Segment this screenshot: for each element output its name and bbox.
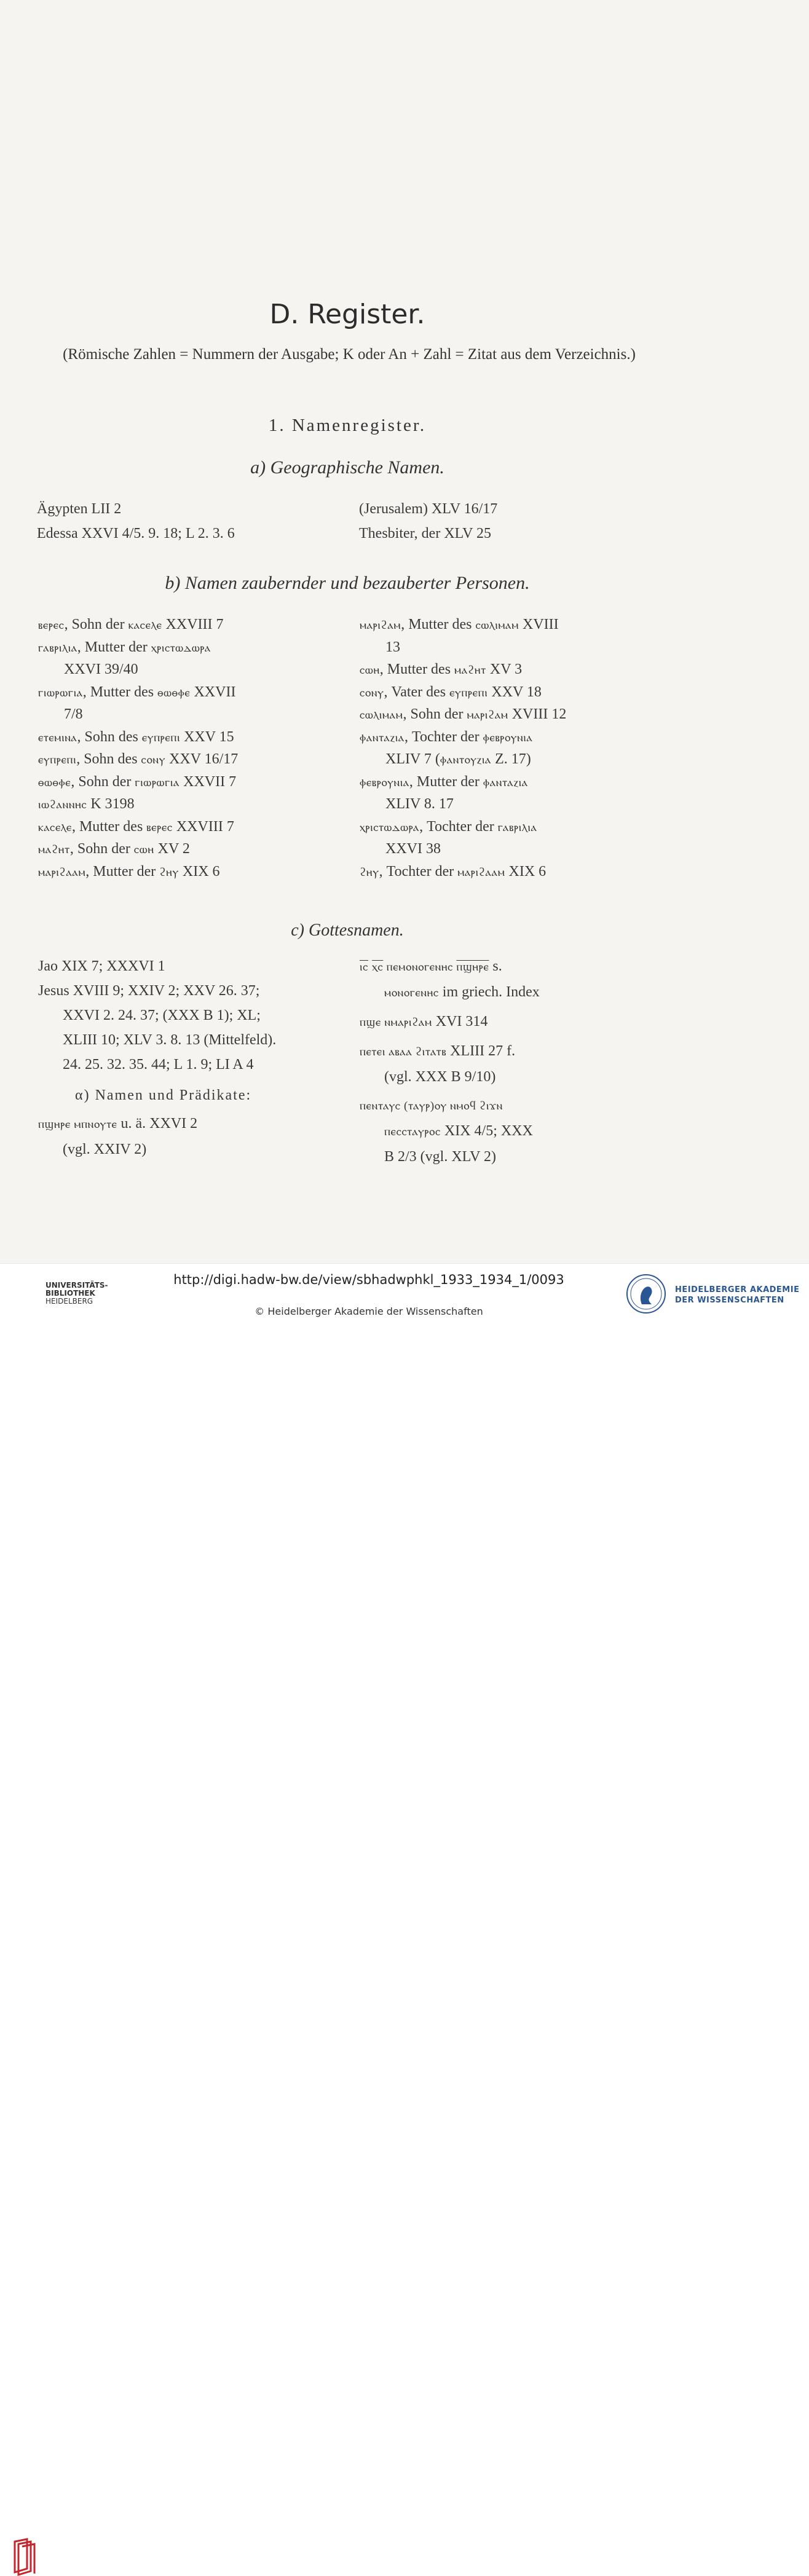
list-item: XXVI 39/40: [64, 661, 138, 677]
geo-right-column: [359, 497, 497, 546]
list-item: ⲓⲥ ⲭⲥ ⲡⲉⲙⲟⲛⲟⲅⲉⲛⲏⲥ ⲡϣⲏⲣⲉ s.: [360, 958, 502, 974]
list-item: ⲙⲟⲛⲟⲅⲉⲛⲏⲥ im griech. Index: [384, 984, 540, 1000]
list-item: XLIV 7 (ⲫⲁⲛⲧⲟⲩⲍⲓⲁ Z. 17): [385, 751, 531, 767]
list-item: ⲉⲧⲉⲙⲓⲛⲁ, Sohn des ⲉⲩⲡⲣⲉⲡⲓ XXV 15: [38, 728, 234, 745]
register-note: (Römische Zahlen = Nummern der Ausgabe; K oder An + Zahl = Zitat aus dem Verzeichnis.): [63, 346, 636, 363]
persons-title: b) Namen zaubernder und bezauberter Personen.: [165, 573, 530, 593]
source-url-link[interactable]: http://digi.hadw-bw.de/view/sbhadwphkl_1933_1934_1/0093: [173, 1272, 564, 1287]
list-item: 7/8: [64, 706, 83, 722]
list-item: ⲡⲉⲥⲥⲧⲁⲩⲣⲟⲥ XIX 4/5; XXX: [384, 1123, 533, 1139]
list-item: ⲡϣⲏⲣⲉ ⲙⲡⲛⲟⲩⲧⲉ u. ä. XXVI 2: [38, 1116, 198, 1132]
list-item: ⲥⲱⲗⲓⲙⲁⲙ, Sohn der ⲙⲁⲣⲓϩⲁⲙ XVIII 12: [360, 706, 567, 722]
persons-left-column: [38, 613, 339, 883]
list-item: Jao XIX 7; XXXVI 1: [38, 958, 165, 974]
list-item: ⲙⲁⲣⲓϩⲁⲙ, Mutter des ⲥⲱⲗⲓⲙⲁⲙ XVIII: [360, 616, 559, 632]
list-item: ⲫⲉⲃⲣⲟⲩⲛⲓⲁ, Mutter der ⲫⲁⲛⲧⲁⲍⲓⲁ: [360, 773, 528, 790]
list-item: ⲅⲁⲃⲣⲓⲗⲓⲁ, Mutter der ⲭⲣⲓⲥⲧⲱⲇⲱⲣⲁ: [38, 639, 211, 655]
list-item: B 2/3 (vgl. XLV 2): [384, 1149, 497, 1165]
list-item: 13: [385, 639, 400, 655]
list-item: ⲓⲱϩⲁⲛⲛⲏⲥ K 3198: [38, 796, 135, 812]
list-item: ⲙⲁϩⲏⲧ, Sohn der ⲥⲱⲏ XV 2: [38, 841, 190, 857]
list-item: XLIII 10; XLV 3. 8. 13 (Mittelfeld).: [63, 1032, 277, 1048]
geo-entry: (Jerusalem) XLV 16/17: [359, 501, 498, 517]
list-item: Jesus XVIII 9; XXIV 2; XXV 26. 37;: [38, 983, 260, 999]
academy-seal-icon: [626, 1274, 666, 1314]
list-item: ⲑⲱⲑⲫⲉ, Sohn der ⲅⲓⲱⲣⲱⲅⲓⲁ XXVII 7: [38, 773, 237, 790]
geo-left-column: [37, 497, 235, 546]
geo-title: a) Geographische Namen.: [250, 457, 444, 478]
copyright-notice: © Heidelberger Akademie der Wissenschaften: [255, 1306, 483, 1317]
geo-entry: Thesbiter, der XLV 25: [359, 526, 492, 542]
list-item: ⲭⲣⲓⲥⲧⲱⲇⲱⲣⲁ, Tochter der ⲅⲁⲃⲣⲓⲗⲓⲁ: [360, 818, 537, 835]
list-item: ⲃⲉⲣⲉⲥ, Sohn der ⲕⲁⲥⲉⲗⲉ XXVIII 7: [38, 616, 224, 632]
list-item: ⲥⲱⲏ, Mutter des ⲙⲁϩⲏⲧ XV 3: [360, 661, 523, 677]
page-heading: D. Register.: [269, 299, 425, 330]
list-item: 24. 25. 32. 35. 44; L 1. 9; LI A 4: [63, 1057, 254, 1073]
persons-right-column: [360, 613, 667, 883]
academy-name: HEIDELBERGER AKADEMIE DER WISSENSCHAFTEN: [675, 1285, 800, 1305]
list-item: ⲡⲉⲧⲉⲓ ⲁⲃⲁⲁ ϩⲓⲧⲁⲧⲃ XLIII 27 f.: [360, 1043, 516, 1059]
scanned-page: [0, 0, 809, 1263]
subsection-title: α) Namen und Prädikate:: [75, 1087, 252, 1103]
geo-entry: Edessa XXVI 4/5. 9. 18; L 2. 3. 6: [37, 526, 235, 542]
list-item: (vgl. XXX B 9/10): [384, 1069, 496, 1085]
list-item: ϩⲏⲩ, Tochter der ⲙⲁⲣⲓϩⲁⲁⲙ XIX 6: [360, 863, 547, 880]
university-library-name: UNIVERSITÄTS- BIBLIOTHEK HEIDELBERG: [45, 1281, 108, 1306]
list-item: ⲕⲁⲥⲉⲗⲉ, Mutter des ⲃⲉⲣⲉⲥ XXVIII 7: [38, 818, 234, 835]
gods-title: c) Gottesnamen.: [291, 921, 404, 940]
bleed-through-text: [92, 92, 96, 108]
section-title: 1. Namenregister.: [268, 416, 427, 435]
list-item: ⲫⲁⲛⲧⲁⲍⲓⲁ, Tochter der ⲫⲉⲃⲣⲟⲩⲛⲓⲁ: [360, 728, 533, 745]
gods-right-column: [360, 954, 667, 1169]
gods-left-column: [38, 954, 345, 1162]
list-item: (vgl. XXIV 2): [63, 1141, 147, 1157]
list-item: ⲡⲉⲛⲧⲁⲩⲥ (ⲧⲁⲩⲣ)ⲟⲩ ⲛⲙⲟϥ ϩⲓϫⲛ: [360, 1100, 503, 1113]
university-library-logo: [9, 2538, 41, 2576]
list-item: ⲉⲩⲡⲣⲉⲡⲓ, Sohn des ⲥⲟⲛⲩ XXV 16/17: [38, 751, 239, 767]
list-item: ⲙⲁⲣⲓϩⲁⲁⲙ, Mutter der ϩⲏⲩ XIX 6: [38, 863, 220, 880]
list-item: XLIV 8. 17: [385, 796, 454, 812]
list-item: ⲅⲓⲱⲣⲱⲅⲓⲁ, Mutter des ⲑⲱⲑⲫⲉ XXVII: [38, 683, 236, 700]
list-item: ⲡϣⲉ ⲛⲙⲁⲣⲓϩⲁⲙ XVI 314: [360, 1014, 488, 1030]
list-item: XXVI 38: [385, 841, 441, 857]
list-item: ⲥⲟⲛⲩ, Vater des ⲉⲩⲡⲣⲉⲡⲓ XXV 18: [360, 683, 542, 700]
list-item: XXVI 2. 24. 37; (XXX B 1); XL;: [63, 1007, 261, 1023]
geo-entry: Ägypten LII 2: [37, 501, 122, 517]
